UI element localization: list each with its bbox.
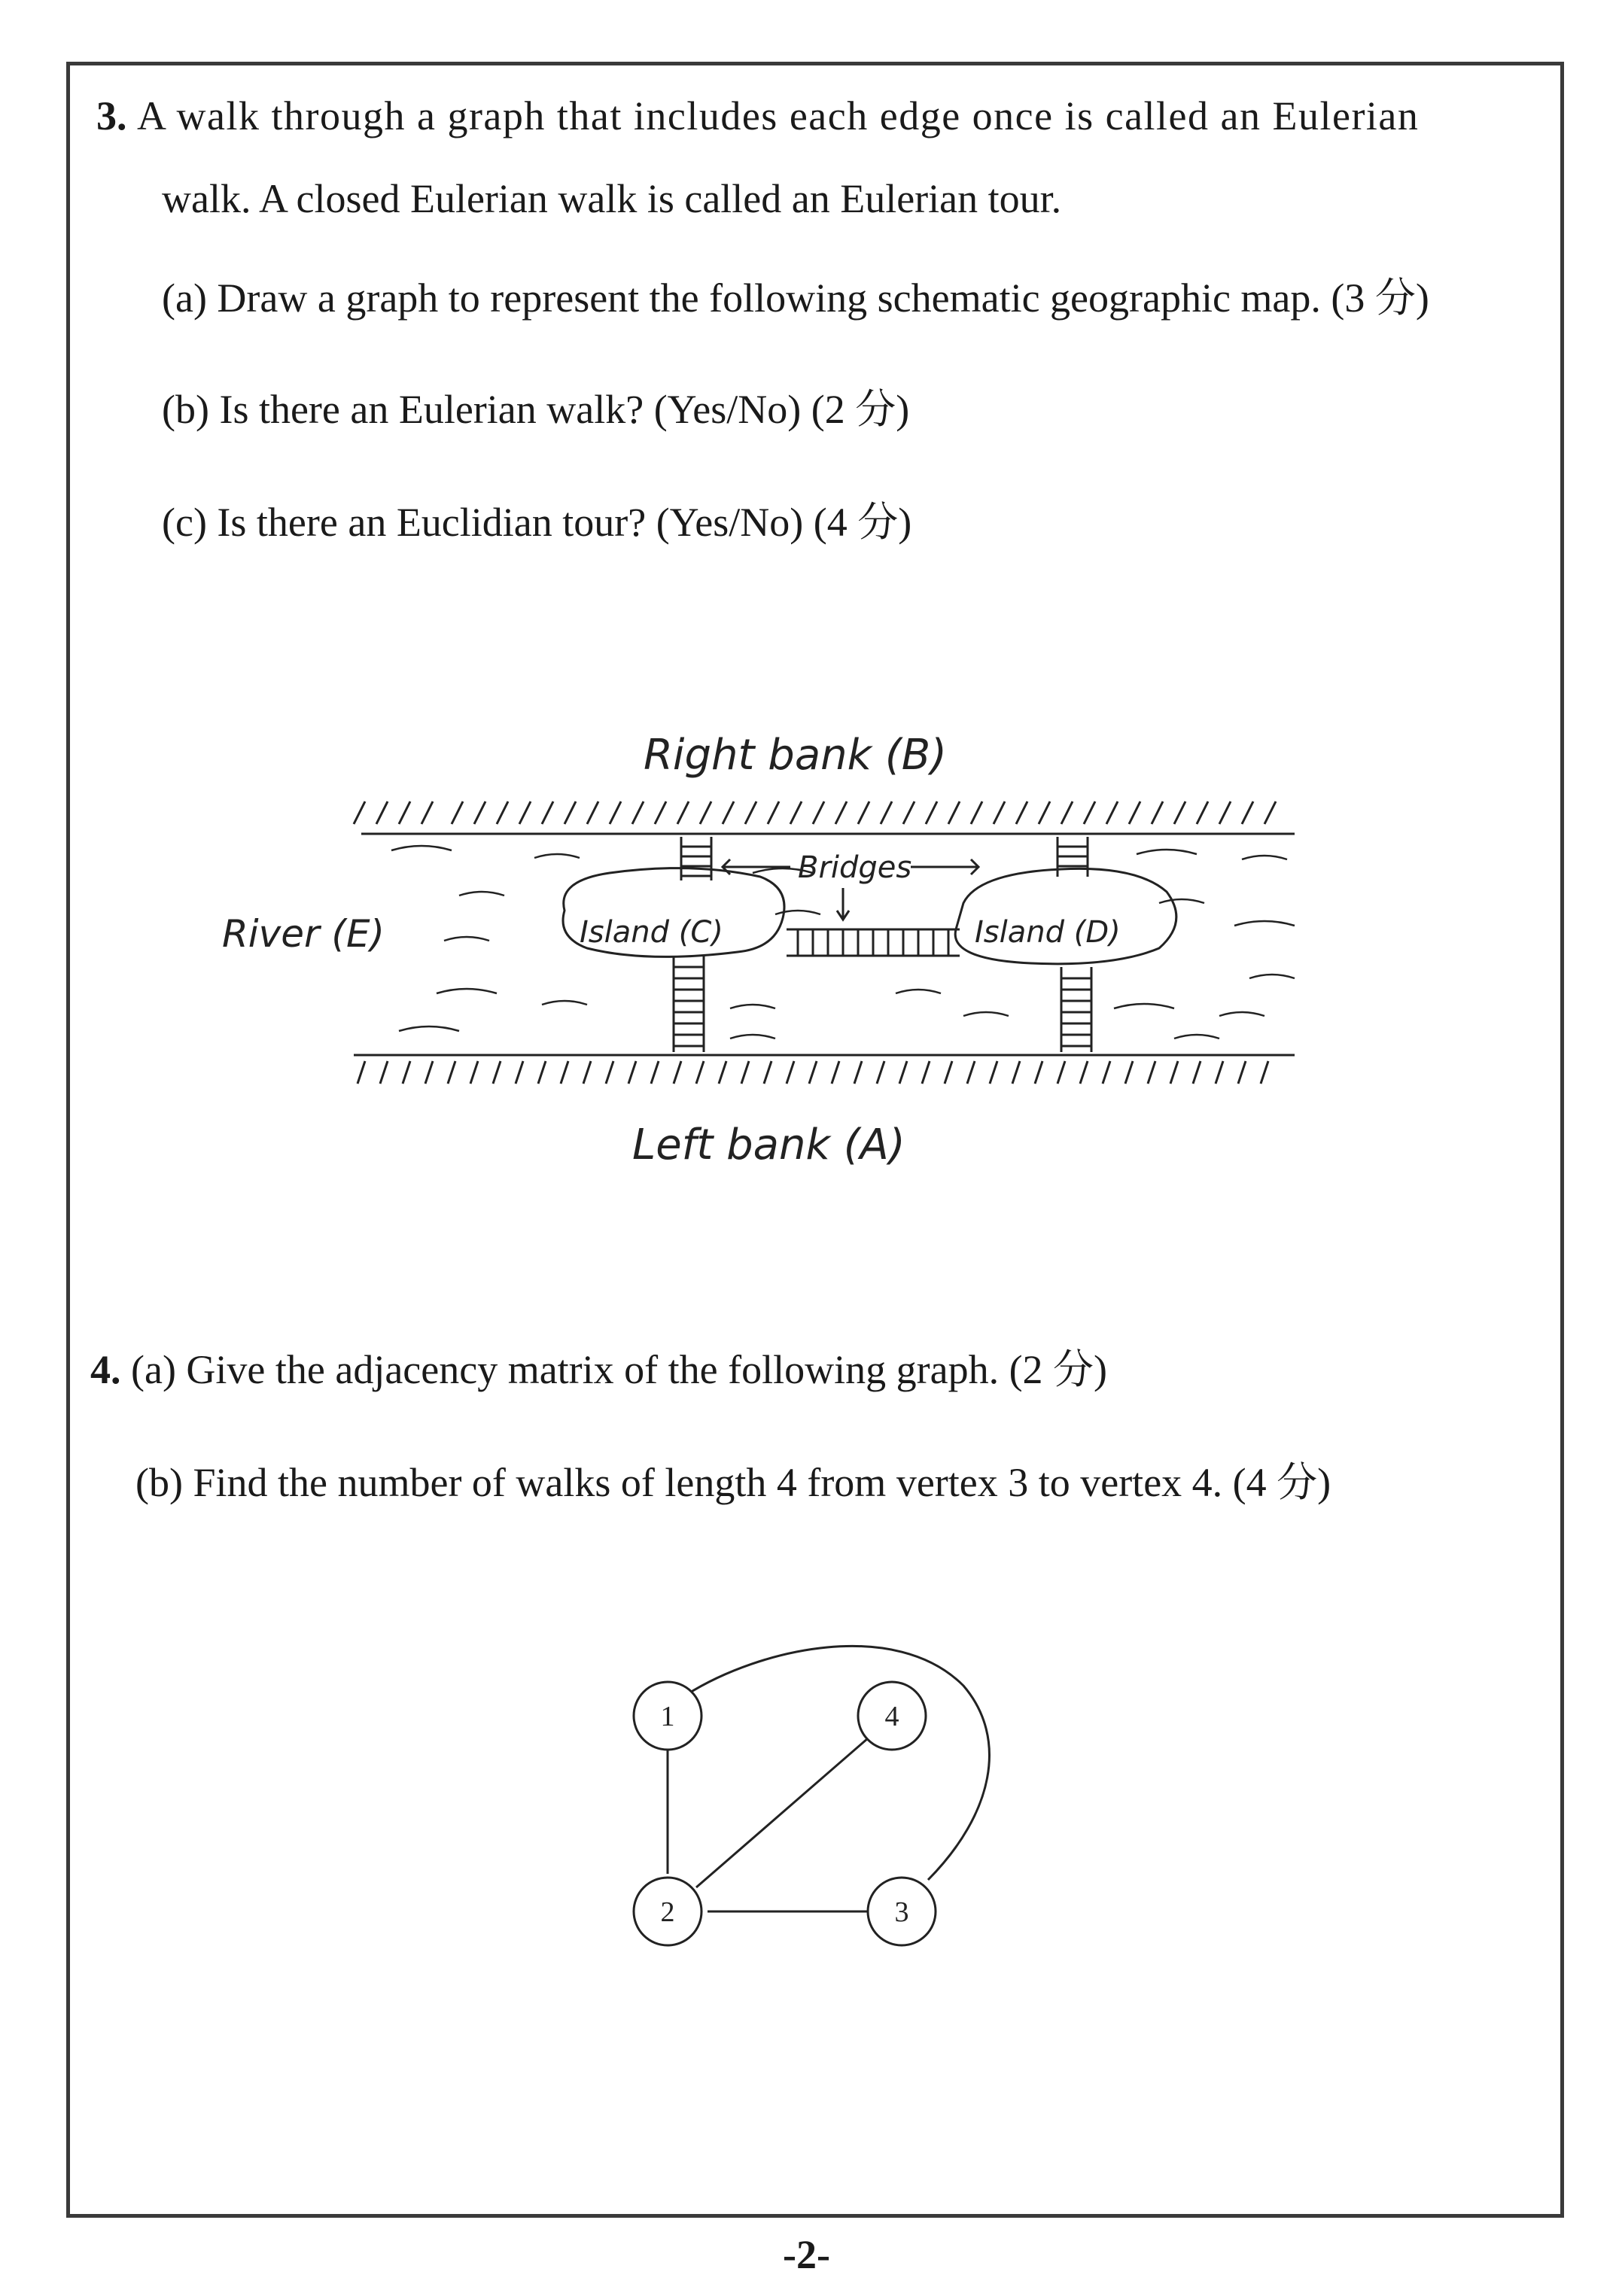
bridge-ad [1061, 967, 1091, 1052]
vertex-2-label: 2 [660, 1896, 675, 1928]
vertex-1 [634, 1682, 701, 1750]
vertex-1-label: 1 [660, 1701, 675, 1732]
page-number: -2- [783, 2232, 830, 2277]
bridge-bc [681, 837, 711, 880]
vertex-4 [858, 1682, 926, 1750]
left-bank-hatching [358, 1061, 1268, 1084]
right-bank-hatching [354, 801, 1276, 824]
vertex-4-label: 4 [884, 1701, 899, 1732]
edge-2-4 [696, 1738, 868, 1887]
question-3a: (a) Draw a graph to represent the following schematic geographic map. (3 分) [162, 275, 1429, 321]
question-3-line-1 [96, 92, 1419, 141]
bridges-label: Bridges [798, 850, 912, 885]
question-4-line-a [90, 1346, 1107, 1394]
bridges-arrow-down [837, 888, 849, 920]
island-c-label: Island (C) [580, 915, 723, 950]
question-4-number: 4. [90, 1347, 121, 1392]
question-3-number: 3. [96, 93, 127, 138]
vertex-2 [634, 1878, 701, 1945]
question-3-intro-2: walk. A closed Eulerian walk is called an Eulerian tour. [162, 176, 1062, 221]
question-3c: (c) Is there an Euclidian tour? (Yes/No) (4 分) [162, 500, 912, 545]
bridge-ac [674, 956, 704, 1052]
question-3-intro-1: A walk through a graph that includes each edge once is called an Eulerian [137, 93, 1420, 138]
bridges-map-figure [203, 662, 1317, 1204]
river-label: River (E) [222, 912, 385, 956]
question-4a: (a) Give the adjacency matrix of the following graph. (2 分) [131, 1347, 1108, 1392]
vertex-3-label: 3 [894, 1896, 909, 1928]
bridges-arrow-right [911, 859, 978, 874]
bridge-bd [1058, 837, 1088, 877]
bridge-cd [787, 929, 960, 956]
left-bank-label: Left bank (A) [632, 1121, 905, 1169]
graph-figure [602, 1603, 1054, 1979]
question-4b: (b) Find the number of walks of length 4 from vertex 3 to vertex 4. (4 分) [135, 1460, 1331, 1505]
question-3b: (b) Is there an Eulerian walk? (Yes/No) (2 分) [162, 387, 910, 432]
vertex-3 [868, 1878, 936, 1945]
island-d-label: Island (D) [975, 915, 1121, 950]
right-bank-label: Right bank (B) [644, 731, 947, 780]
